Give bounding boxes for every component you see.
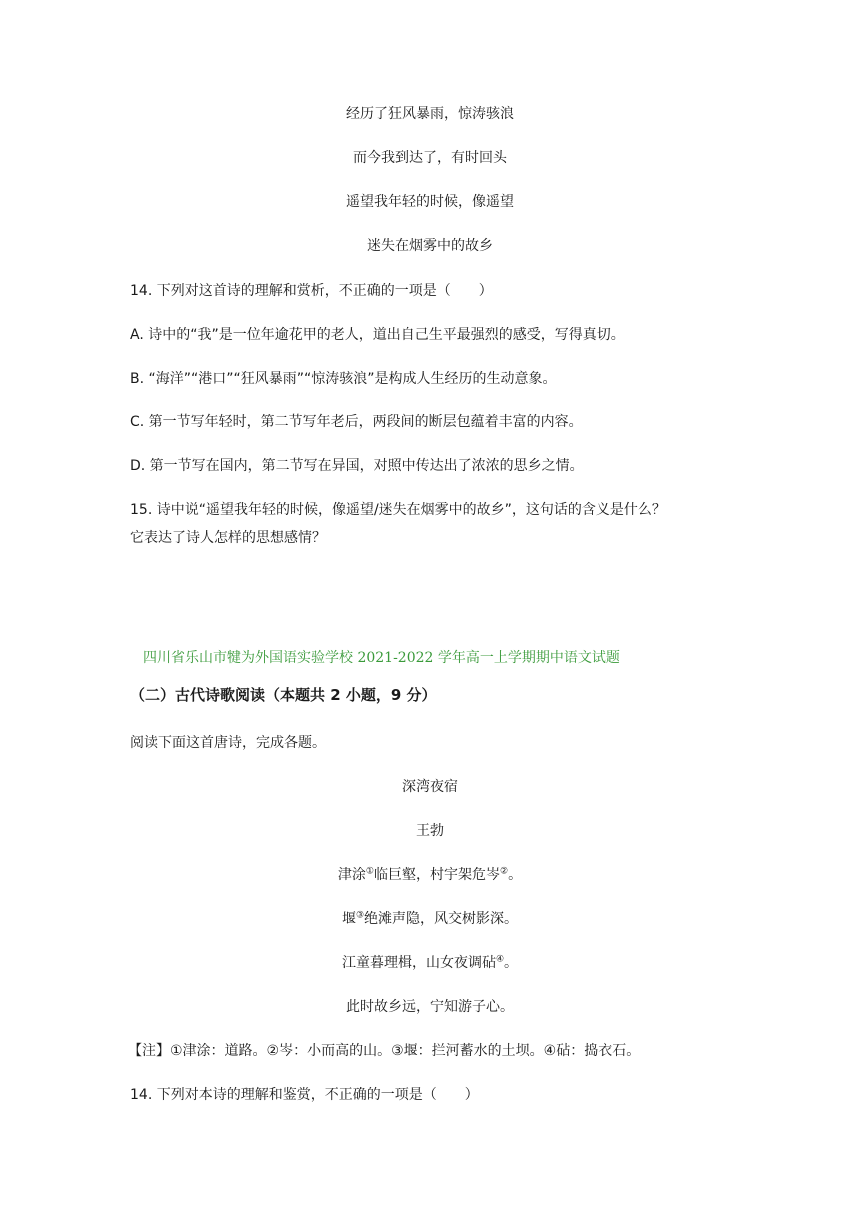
question-14b-stem: 14. 下列对本诗的理解和鉴赏，不正确的一项是（ ）	[130, 1087, 479, 1103]
question-14-option-c: C. 第一节写年轻时，第二节写年老后，两段间的断层包蕴着丰富的内容。	[130, 414, 583, 430]
poem2-line-2	[0, 909, 860, 929]
footnote-marker-4: ④	[495, 954, 505, 965]
poem2-line-3-b: 。	[504, 955, 519, 971]
footnote-text: 【注】①津涂：道路。②岑：小而高的山。③堰：拦河蓄水的土坝。④砧：捣衣石。	[128, 1043, 641, 1059]
poem2-line-2-a: 堰	[341, 911, 356, 927]
poem2-line-3	[0, 953, 860, 973]
poem2-line-1	[0, 865, 860, 885]
poem-author: 王勃	[416, 823, 444, 839]
footnote-marker-3: ③	[355, 910, 365, 921]
question-14-option-b: B. “海洋”“港口”“狂风暴雨”“惊涛骇浪”是构成人生经历的生动意象。	[130, 371, 557, 387]
instruction: 阅读下面这首唐诗，完成各题。	[130, 735, 326, 751]
poem2-line-3-a: 江童暮理楫，山女夜调砧	[341, 955, 496, 971]
question-14-option-a: A. 诗中的“我”是一位年逾花甲的老人，道出自己生平最强烈的感受，写得真切。	[130, 327, 625, 343]
poem-line-1: 经历了狂风暴雨，惊涛骇浪	[346, 106, 514, 122]
footnote-marker-2: ②	[500, 866, 509, 877]
poem-line-3: 遥望我年轻的时候，像遥望	[346, 194, 514, 210]
question-15-line-2: 它表达了诗人怎样的思想感情？	[130, 530, 326, 546]
poem-line-2: 而今我到达了，有时回头	[353, 150, 507, 166]
poem-title: 深湾夜宿	[402, 779, 458, 795]
footnote-marker-1: ①	[365, 866, 374, 877]
question-14-option-d: D. 第一节写在国内，第二节写在异国，对照中传达出了浓浓的思乡之情。	[130, 458, 584, 474]
question-14-stem: 14. 下列对这首诗的理解和赏析，不正确的一项是（ ）	[130, 283, 493, 299]
source-heading: 四川省乐山市犍为外国语实验学校 2021-2022 学年高一上学期期中语文试题	[143, 650, 620, 666]
poem2-line-1-b: 临巨壑，村宇架危岑	[374, 867, 500, 883]
poem-line-4: 迷失在烟雾中的故乡	[367, 238, 493, 254]
question-15-line-1: 15. 诗中说“遥望我年轻的时候，像遥望/迷失在烟雾中的故乡”，这句话的含义是什么？	[130, 502, 666, 518]
section-title: （二）古代诗歌阅读（本题共 2 小题，9 分）	[130, 686, 437, 704]
poem2-line-1-a: 津涂	[337, 867, 366, 883]
poem2-line-2-b: 绝滩声隐，风交树影深。	[364, 911, 519, 927]
poem2-line-4: 此时故乡远，宁知游子心。	[346, 999, 514, 1015]
poem2-line-1-c: 。	[508, 867, 523, 883]
